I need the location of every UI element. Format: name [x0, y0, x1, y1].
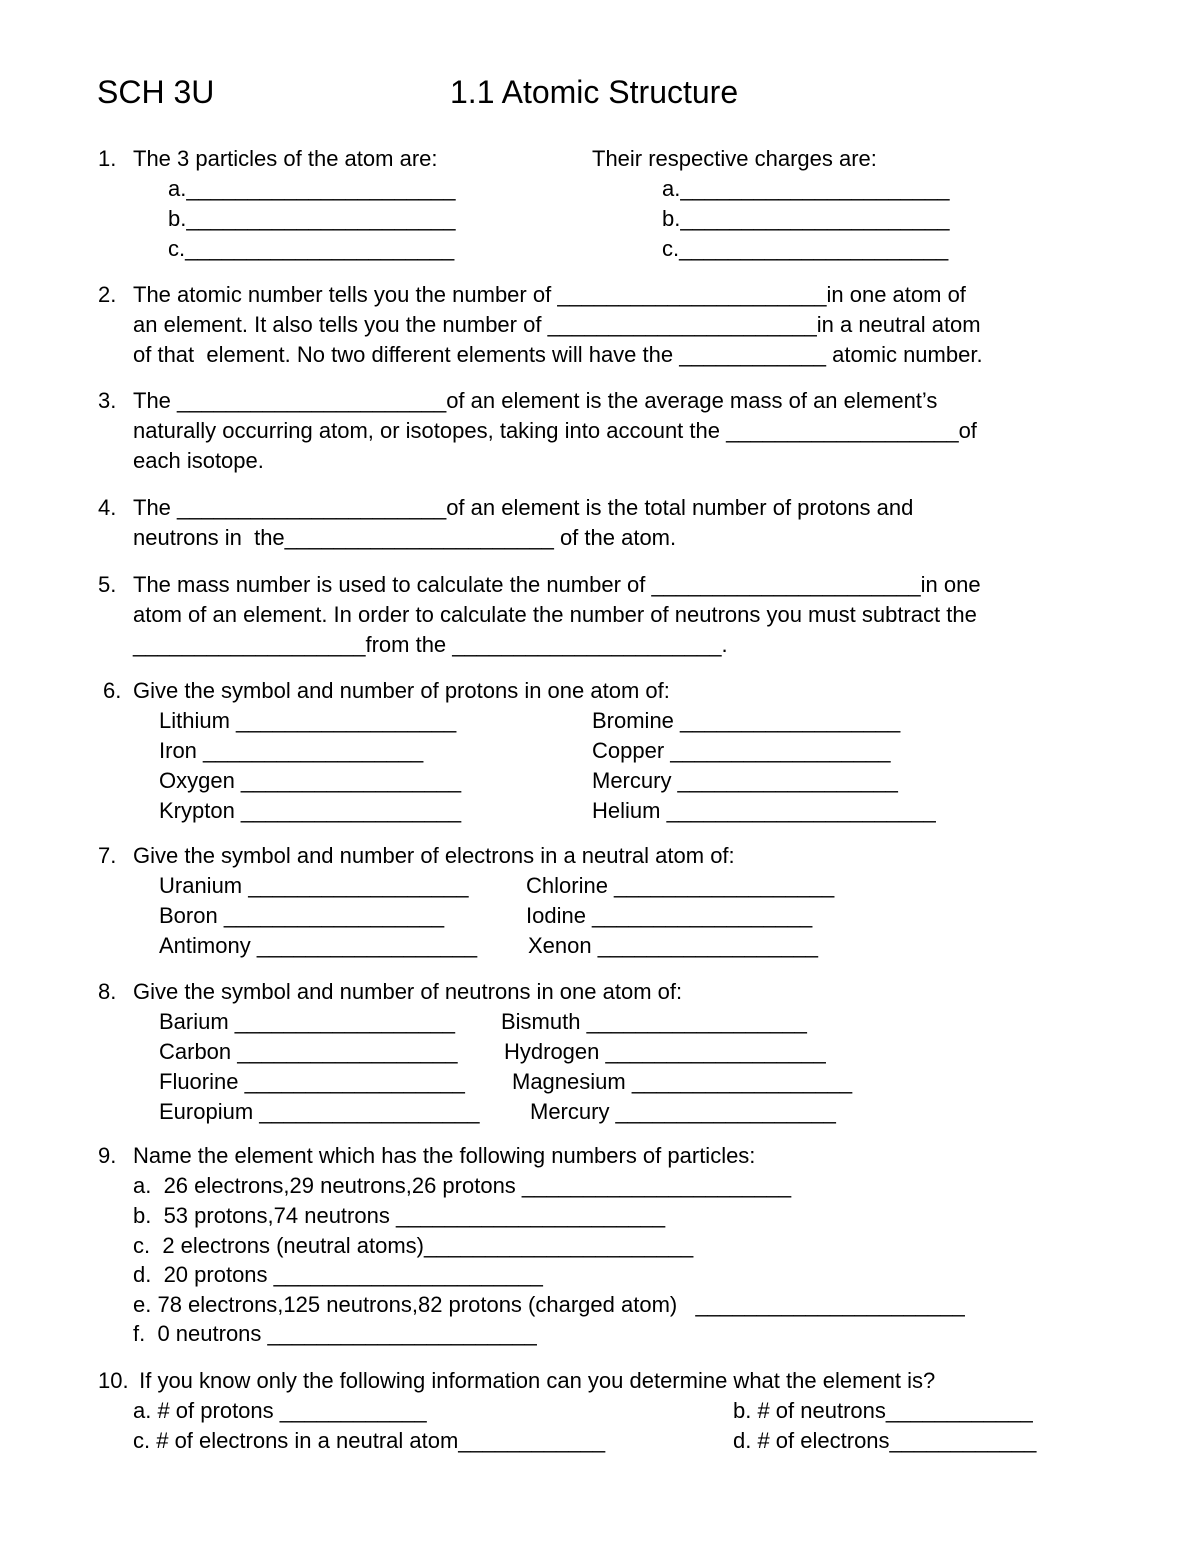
- element-blank[interactable]: Boron __________________: [159, 903, 445, 928]
- element-blank[interactable]: Iodine __________________: [526, 903, 813, 928]
- question-number: 9.: [98, 1143, 117, 1168]
- element-blank[interactable]: Magnesium __________________: [512, 1069, 853, 1094]
- element-blank[interactable]: Copper __________________: [592, 738, 891, 763]
- question-7-prompt: Give the symbol and number of electrons in a neutral atom of:: [133, 843, 735, 868]
- question-number: 8.: [98, 979, 117, 1004]
- question-2-line: The atomic number tells you the number of ______________________in one atom of: [133, 282, 966, 307]
- question-number: 7.: [98, 843, 117, 868]
- element-blank[interactable]: Uranium __________________: [159, 873, 469, 898]
- question-5-line: ___________________from the ______________________.: [133, 632, 728, 657]
- answer-blank[interactable]: a.______________________: [168, 176, 456, 201]
- element-blank[interactable]: Xenon __________________: [528, 933, 818, 958]
- question-1-left-prompt: The 3 particles of the atom are:: [133, 146, 438, 171]
- answer-blank[interactable]: b.______________________: [662, 206, 950, 231]
- question-number: 4.: [98, 495, 117, 520]
- element-blank[interactable]: Carbon __________________: [159, 1039, 458, 1064]
- info-item[interactable]: b. # of neutrons____________: [733, 1398, 1033, 1423]
- element-blank[interactable]: Lithium __________________: [159, 708, 457, 733]
- element-blank[interactable]: Fluorine __________________: [159, 1069, 465, 1094]
- question-3-line: The ______________________of an element is the average mass of an element’s: [133, 388, 938, 413]
- question-10-prompt: If you know only the following information can you determine what the element is?: [133, 1368, 936, 1393]
- question-6-prompt: Give the symbol and number of protons in one atom of:: [133, 678, 670, 703]
- question-9-prompt: Name the element which has the following numbers of particles:: [133, 1143, 756, 1168]
- question-4-line: neutrons in the______________________ of the atom.: [133, 525, 677, 550]
- element-blank[interactable]: Krypton __________________: [159, 798, 462, 823]
- question-4-line: The ______________________of an element is the total number of protons and: [133, 495, 914, 520]
- particle-item[interactable]: e. 78 electrons,125 neutrons,82 protons (charged atom) ______________________: [133, 1292, 965, 1317]
- particle-item[interactable]: c. 2 electrons (neutral atoms)______________________: [133, 1233, 694, 1258]
- question-number: 6.: [103, 678, 122, 703]
- answer-blank[interactable]: c.______________________: [662, 236, 949, 261]
- page-title: 1.1 Atomic Structure: [450, 74, 739, 110]
- element-blank[interactable]: Hydrogen __________________: [504, 1039, 826, 1064]
- info-item[interactable]: a. # of protons ____________: [133, 1398, 427, 1423]
- answer-blank[interactable]: a.______________________: [662, 176, 950, 201]
- question-8-prompt: Give the symbol and number of neutrons in one atom of:: [133, 979, 683, 1004]
- element-blank[interactable]: Iron __________________: [159, 738, 424, 763]
- element-blank[interactable]: Europium __________________: [159, 1099, 480, 1124]
- question-3-line: each isotope.: [133, 448, 264, 473]
- question-1-right-prompt: Their respective charges are:: [592, 146, 877, 171]
- info-item[interactable]: c. # of electrons in a neutral atom____________: [133, 1428, 606, 1453]
- question-number: 1.: [98, 146, 117, 171]
- element-blank[interactable]: Barium __________________: [159, 1009, 456, 1034]
- element-blank[interactable]: Bismuth __________________: [501, 1009, 807, 1034]
- element-blank[interactable]: Mercury __________________: [530, 1099, 836, 1124]
- element-blank[interactable]: Helium ______________________: [592, 798, 936, 823]
- element-blank[interactable]: Oxygen __________________: [159, 768, 462, 793]
- element-blank[interactable]: Antimony __________________: [159, 933, 478, 958]
- answer-blank[interactable]: b.______________________: [168, 206, 456, 231]
- question-5-line: atom of an element. In order to calculate the number of neutrons you must subtract the: [133, 602, 977, 627]
- question-number: 10.: [98, 1368, 129, 1393]
- question-2-line: an element. It also tells you the number of ______________________in a neutral atom: [133, 312, 981, 337]
- question-number: 3.: [98, 388, 117, 413]
- particle-item[interactable]: f. 0 neutrons ______________________: [133, 1321, 537, 1346]
- question-3-line: naturally occurring atom, or isotopes, taking into account the ___________________of: [133, 418, 977, 443]
- element-blank[interactable]: Bromine __________________: [592, 708, 901, 733]
- particle-item[interactable]: a. 26 electrons,29 neutrons,26 protons ______________________: [133, 1173, 792, 1198]
- element-blank[interactable]: Mercury __________________: [592, 768, 898, 793]
- particle-item[interactable]: d. 20 protons ______________________: [133, 1262, 543, 1287]
- course-code: SCH 3U: [97, 74, 215, 110]
- question-number: 5.: [98, 572, 117, 597]
- particle-item[interactable]: b. 53 protons,74 neutrons ______________________: [133, 1203, 666, 1228]
- question-2-line: of that element. No two different elements will have the ____________ atomic number.: [133, 342, 983, 367]
- question-5-line: The mass number is used to calculate the number of ______________________in one: [133, 572, 981, 597]
- question-number: 2.: [98, 282, 117, 307]
- element-blank[interactable]: Chlorine __________________: [526, 873, 835, 898]
- answer-blank[interactable]: c.______________________: [168, 236, 455, 261]
- info-item[interactable]: d. # of electrons____________: [733, 1428, 1037, 1453]
